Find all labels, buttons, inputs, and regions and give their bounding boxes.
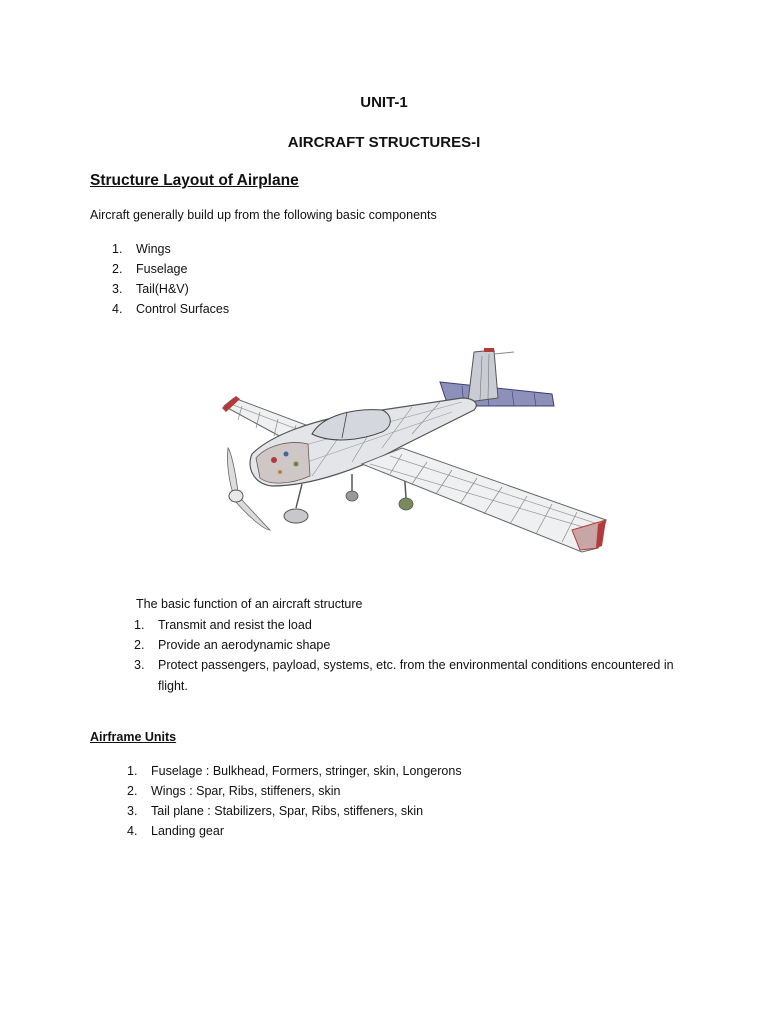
list-item [127, 761, 462, 781]
list-text: Wings : Spar, Ribs, stiffeners, skin [151, 784, 341, 798]
list-text: Protect passengers, payload, systems, etc. from the environmental conditions encountered in flight. [158, 658, 674, 693]
unit-title: UNIT-1 [360, 94, 408, 111]
components-list [112, 239, 230, 319]
list-number: 4. [127, 824, 138, 838]
list-text: Wings [136, 242, 171, 256]
list-item [134, 615, 698, 635]
list-item [134, 655, 698, 697]
airframe-units-heading: Airframe Units [90, 730, 177, 744]
list-item [112, 259, 229, 279]
list-text: Fuselage : Bulkhead, Formers, stringer, skin, Longerons [151, 764, 462, 778]
list-number: 2. [134, 638, 145, 652]
list-number: 4. [112, 302, 123, 316]
list-text: Control Surfaces [136, 302, 230, 316]
list-number: 3. [112, 282, 123, 296]
components-intro: Aircraft generally build up from the following basic components [90, 208, 437, 222]
airplane-structure-figure [212, 336, 612, 566]
list-item [112, 299, 230, 319]
list-text: Fuselage [136, 262, 188, 276]
functions-list [134, 615, 698, 697]
list-item [112, 279, 229, 299]
list-text: Landing gear [151, 824, 224, 838]
list-number: 3. [127, 804, 138, 818]
functions-intro: The basic function of an aircraft structure [136, 597, 363, 611]
list-number: 2. [112, 262, 123, 276]
list-number: 3. [134, 658, 145, 672]
structure-layout-heading: Structure Layout of Airplane [90, 172, 299, 189]
list-number: 1. [127, 764, 138, 778]
list-number: 2. [127, 784, 138, 798]
right-wing [362, 448, 606, 552]
airframe-units-list [127, 761, 462, 841]
list-item [127, 781, 462, 801]
list-text: Tail plane : Stabilizers, Spar, Ribs, stiffeners, skin [151, 804, 424, 818]
list-item [134, 635, 698, 655]
list-text: Provide an aerodynamic shape [158, 638, 331, 652]
list-item [127, 801, 462, 821]
course-title: AIRCRAFT STRUCTURES-I [287, 134, 481, 151]
list-text: Transmit and resist the load [158, 618, 312, 632]
list-number: 1. [112, 242, 123, 256]
list-item [112, 239, 229, 259]
list-number: 1. [134, 618, 145, 632]
list-item [127, 821, 462, 841]
list-text: Tail(H&V) [136, 282, 189, 296]
